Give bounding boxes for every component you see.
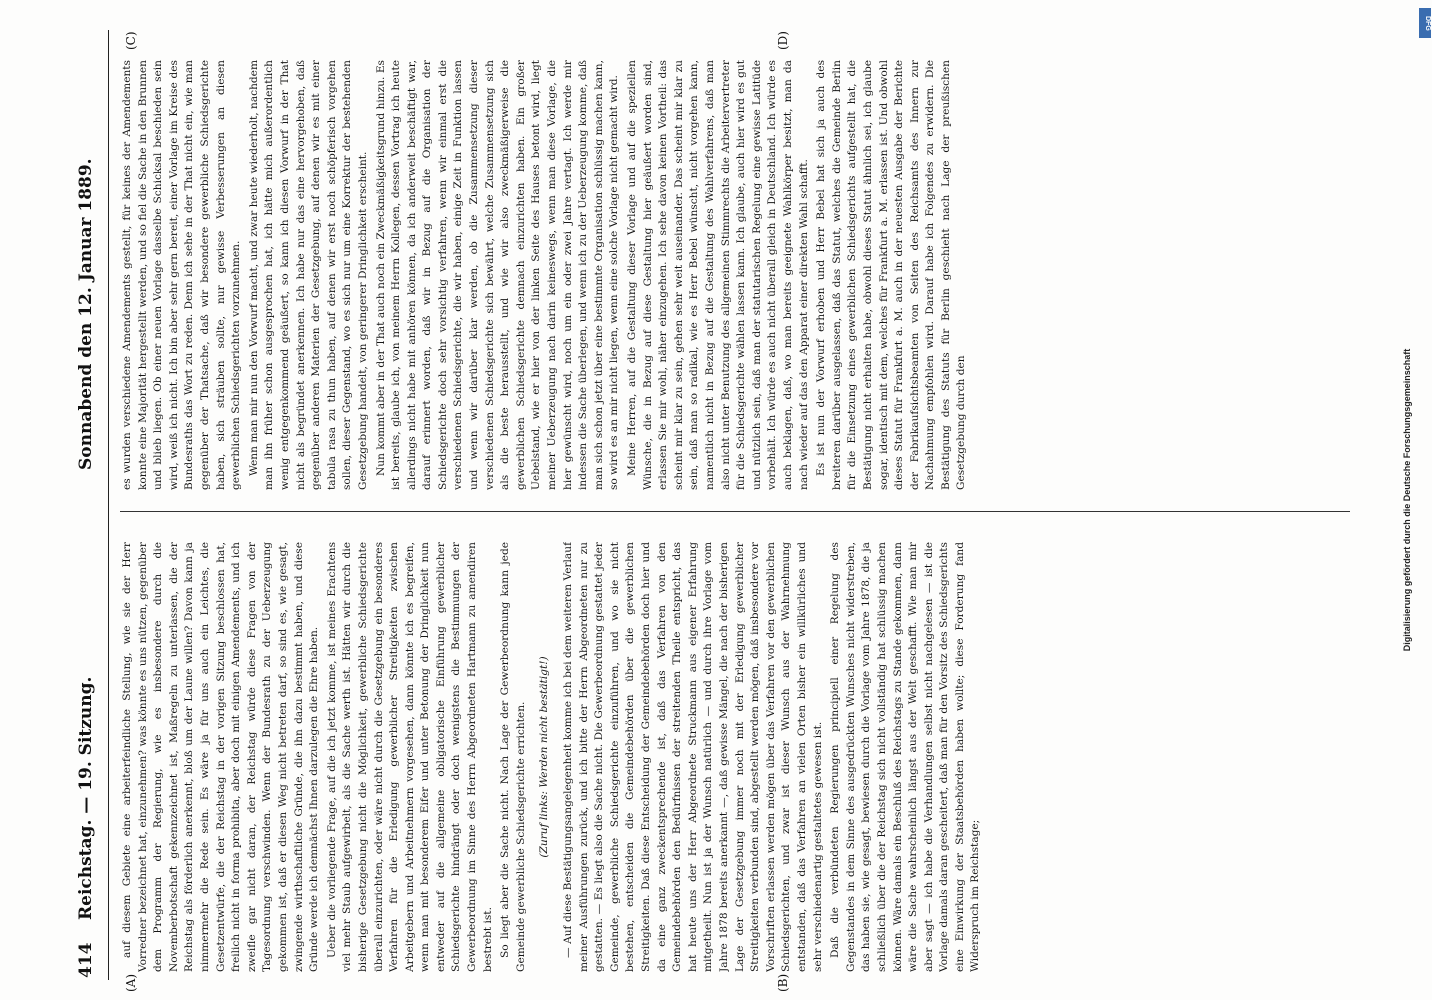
running-head bbox=[76, 10, 104, 990]
left-column bbox=[120, 542, 1370, 972]
interjection: (Zuruf links: Werden nicht bestätigt!) bbox=[538, 656, 551, 858]
right-paragraph-1: es wurden verschiedene Amendements gestellt, für keines der Amendements konnte eine Majorität hergestellt werden, und so fiel die Sache in den Brunnen und blieb liegen. Ob einer neuen Vorlage dasselbe Schicksal beschieden sein wird, weiß ich nicht. Ich bin aber sehr gern bereit, einer Vorlage im Kreise des Bundesraths das Wort zu reden. Denn ich sehe in der That nicht ein, wie man gegenüber der Thatsache, daß wir besondere gewerbliche Schiedsgerichte haben, sich sträuben sollte, nur gewisse Verbesserungen an diesen gewerblichen Schiedsgerichten vorzunehmen. bbox=[121, 60, 243, 490]
left-paragraph-5: Daß die verbündeten Regierungen principiell einer Regelung des Gegenstandes in dem Sinne des ausgedrückten Wunsches nicht widerstreben, das haben sie, wie gesagt, bewiesen durch die Vorlage vom Jahre 1878, die ja schließlich über die der Reichstag sich nicht vollständig hat schlüssig machen können. Wäre damals ein Beschluß des Reichstags zu Stande gekommen, dann wäre die Sache wahrscheinlich längst aus der Welt geschafft. Wie man mir aber sagt — ich habe die Verhandlungen selbst nicht nachgelesen — ist die Vorlage damals daran gescheitert, daß man für den Vorsitz des Schiedsgerichts eine Einwirkung der Staatsbehörden haben wollte; diese Forderung fand Widerspruch im Reichstage; bbox=[829, 542, 982, 972]
running-title-right: Sonnabend den 12. Januar 1889. bbox=[76, 158, 96, 470]
header-rule bbox=[108, 30, 109, 980]
left-paragraph-2: Ueber die vorliegende Frage, auf die ich jetzt komme, ist meines Erachtens viel mehr Staub aufgewirbelt, als die Sache werth ist. Hätten wir durch die bisherige Gesetzgebung nicht die Möglichkeit, gewerbliche Schiedsgerichte überall einzurichten, oder wäre nicht durch die Gesetzgebung ein besonderes Verfahren für die Erledigung gewerblicher Streitigkeiten zwischen Arbeitgebern und Arbeitnehmern vorgesehen, dann könnte ich es begreifen, wenn man mit besonderem Eifer und unter Betonung der Dringlichkeit nun entweder auf die allgemeine obligatorische Einführung gewerblicher Schiedsgerichte hindrängt oder doch wenigstens die Bestimmungen der Gewerbeordnung im Sinne des Herrn Abgeordneten Hartmann zu amendiren bestrebt ist. bbox=[325, 542, 494, 972]
left-paragraph-1: auf diesem Gebiete eine arbeiterfeindliche Stellung, wie sie der Herr Vorredner bezeichnet hat, einzunehmen? was könnte es uns nützen, gegenüber dem Programm der Regierung, wie es insbesondere durch die Novemberbotschaft gekennzeichnet ist, Maßregeln zu unterlassen, die der Reichstag als förderlich anerkennt, bloß um der Laune willen? Davon kann ja nimmermehr die Rede sein. Es wäre ja für uns auch ein Leichtes, die Gesetzentwürfe, die der Reichstag in der vorigen Sitzung beschlossen hat, freilich nicht in forma prohibita, aber doch mit einigen Amendements, und ich zweifle gar nicht daran, der Reichstag würde diese Fragen von der Tagesordnung verschwinden. Wenn der Bundesrath zu der Ueberzeugung gekommen ist, daß er diesen Weg nicht betreten darf, so sind es, wie gesagt, zwingende wirthschaftliche Gründe, die ihn dazu bestimmt haben, und diese Gründe werde ich demnächst Ihnen darzulegen die Ehre haben. bbox=[121, 542, 321, 972]
margin-marker-a: (A) bbox=[124, 973, 138, 992]
left-paragraph-3: So liegt aber die Sache nicht. Nach Lage der Gewerbeordnung kann jede Gemeinde gewerbliche Schiedsgerichte errichten. bbox=[499, 542, 527, 972]
margin-marker-d: (D) bbox=[776, 31, 790, 50]
right-paragraph-5: Es ist nun der Vorwurf erhoben und Herr Bebel hat sich ja auch des breiteren darüber ausgelassen, daß das Statut, welches die Gemeinde Berlin für die Einsetzung eines gewerblichen Schiedsgerichts aufgestellt hat, die Bestätigung nicht erhalten habe, obwohl dieses Statut ähnlich sei, ich glaube sogar, identisch mit dem, welches für Frankfurt a. M. erlassen ist. Und obwohl dieses Statut für Frankfurt a. M. auch in der neuesten Ausgabe der Berichte der Fabrikaufsichtsbeamten von Seiten des Reichsamts des Innern zur Nachahmung empfohlen wird. Darauf habe ich Folgendes zu erwidern. Die Bestätigung des Statuts für Berlin geschieht nach Lage der preußischen Gesetzgebung durch den bbox=[815, 60, 968, 490]
column-rule bbox=[120, 511, 1350, 512]
running-title-left: Reichstag. — 19. Sitzung. bbox=[76, 676, 96, 920]
left-paragraph-4: — Auf diese Bestätigungsangelegenheit komme ich bei dem weiteren Verlauf meiner Ausführungen zurück, und ich bitte der Herrn Abgeordneten nur zu gestatten. — Es liegt also die Sache nicht. Die Gewerbeordnung gestattet jeder Gemeinde, gewerbliche Schiedsgerichte einzuführen, und wo sie nicht bestehen, entscheiden die Gemeindebehörden über die gewerblichen Streitigkeiten. Daß diese Entscheidung der Gemeindebehörden doch hier und da eine ganz zweckentsprechende ist, daß das Verfahren von den Gemeindebehörden den Bedürfnissen der streitenden Theile entspricht, das hat heute uns der Herr Abgeordnete Struckmann aus eigener Erfahrung mitgetheilt. Nun ist ja der Wunsch natürlich — und durch ihre Vorlage vom Jahre 1878 bereits anerkannt —, daß gewisse Mängel, die nach der bisherigen Lage der Gesetzgebung immer noch mit der Erledigung gewerblicher Streitigkeiten verbunden sind, abgestellt werden mögen, daß insbesondere vor Vorschriften erlassen werden mögen über das Verfahren vor den gewerblichen Schiedsgerichten, und zwar ist dieser Wunsch aus der Wahrnehmung entstanden, daß das Verfahren an vielen Orten bisher ein willkürliches und sehr verschiedenartig gestaltetes gewesen ist. bbox=[562, 542, 824, 972]
page-number: 414 bbox=[76, 942, 96, 978]
right-column bbox=[120, 60, 1370, 490]
right-paragraph-2: Wenn man mir nun den Vorwurf macht, und zwar heute wiederholt, nachdem man ihn früher schon ausgesprochen hat, ich hätte mich außerordentlich wenig entgegenkommend geäußert, so kann ich diesen Vorwurf in der That nicht als begründet anerkennen. Ich habe nur das eine hervorgehoben, daß gegenüber anderen Materien der Gesetzgebung, auf denen wir es mit einer tabula rasa zu thun haben, auf denen wir erst noch schöpferisch vorgehen sollen, dieser Gegenstand, wo es sich nur um eine Korrektur der bestehenden Gesetzgebung handelt, von geringerer Dringlichkeit erscheint. bbox=[247, 60, 369, 490]
right-paragraph-4: Meine Herren, auf die Gestaltung dieser Vorlage und auf die speziellen Wünsche, die in Bezug auf diese Gestaltung hier geäußert worden sind, erlassen Sie mir wohl, näher einzugehen. Ich sehe davon keinen Vortheil: das scheint mir klar zu sein, gehen sehr weit auseinander. Das scheint mir klar zu sein, daß man so radikal, wie es Herr Bebel wünscht, nicht vorgehen kann, namentlich nicht in Bezug auf die Gestaltung des Wahlverfahrens, daß man also nicht unter Benutzung des allgemeinen Stimmrechts die Arbeitervertreter für die Schiedsgerichte wählen lassen kann. Ich glaube, auch hier wird es gut und nützlich sein, daß man der statutarischen Regelung eine gewisse Latitüde vorbehält. Ich würde es auch nicht überall gleich in Deutschland. Ich würde es auch beklagen, daß, wo man bereits geeignete Wahlkörper besitzt, man da nach wieder auf das den Apparat einer direkten Wahl schafft. bbox=[626, 60, 810, 490]
margin-marker-c: (C) bbox=[124, 31, 138, 50]
dfg-logo: DFG bbox=[1419, 8, 1431, 38]
rotated-page bbox=[36, 10, 1396, 990]
right-paragraph-3: Nun kommt aber in der That auch noch ein Zweckmäßigkeitsgrund hinzu. Es ist bereits, glaube ich, von meinem Herrn Kollegen, dessen Vortrag ich heute allerdings nicht habe mit anhören können, da ich anderweit beschäftigt war, darauf erinnert worden, daß wir in Bezug auf die Organisation der Schiedsgerichte doch sehr vorsichtig verfahren, wenn wir einmal erst die verschiedenen Schiedsgerichte, die wir haben, einige Zeit in Funktion lassen und wenn wir darüber klar werden, ob die Zusammensetzung dieser verschiedenen Schiedsgerichte sich bewährt, welche Zusammensetzung sich als die beste herausstellt, und wie wir also zweckmäßigerweise die gewerblichen Schiedsgerichte demnach einzurichten haben. Ein großer Uebelstand, wie er hier von der linken Seite des Hauses betont wird, liegt meiner Ueberzeugung nach darin keineswegs, wenn man diese Vorlage, die hier gewünscht wird, noch um ein oder zwei Jahre vertagt. Ich werde mir indessen die Sache überlegen, und wenn ich zu der Ueberzeugung komme, daß man sich schon jetzt über eine bestimmte Organisation schlüssig machen kann, so wird es an mir nicht liegen, wenn eine solche Vorlage nicht gemacht wird. bbox=[374, 60, 621, 490]
margin-marker-b: (B) bbox=[776, 973, 790, 992]
digitization-credit: Digitalisierung gefördert durch die Deutsche Forschungsgemeinschaft bbox=[1402, 348, 1412, 652]
